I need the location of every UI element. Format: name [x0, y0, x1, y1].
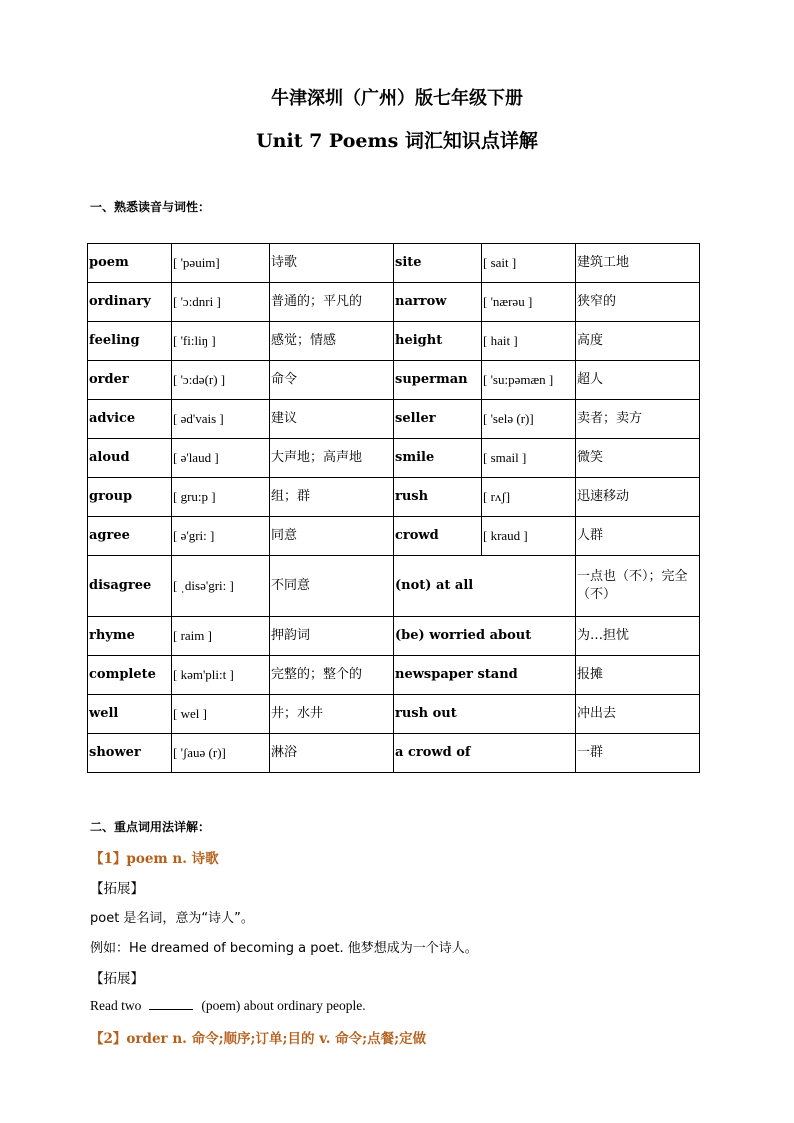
vocab-word: superman	[394, 361, 482, 400]
vocab-phonetic: [ ə'gri: ]	[172, 517, 270, 556]
example-sentence	[90, 937, 478, 956]
vocab-phonetic: [ kəm'pli:t ]	[172, 656, 270, 695]
vocab-phonetic: [ 'nærəu ]	[482, 283, 576, 322]
vocab-word: complete	[88, 656, 172, 695]
poet-explanation-text: poet 是名词，意为“诗人”。	[90, 911, 254, 926]
vocab-row	[88, 400, 700, 439]
vocab-phonetic: [ sait ]	[482, 244, 576, 283]
vocab-row	[88, 361, 700, 400]
vocab-word: agree	[88, 517, 172, 556]
vocab-word: ordinary	[88, 283, 172, 322]
vocab-phrase: (not) at all	[394, 556, 576, 617]
vocab-phonetic: [ raim ]	[172, 617, 270, 656]
exercise-after: (poem) about ordinary people.	[201, 998, 366, 1013]
vocab-meaning: 感觉；情感	[270, 322, 394, 361]
exercise-blank[interactable]	[149, 997, 193, 1010]
vocab-meaning: 不同意	[270, 556, 394, 617]
vocab-phonetic: [ 'su:pəmæn ]	[482, 361, 576, 400]
vocab-word: group	[88, 478, 172, 517]
vocab-meaning: 为…担忧	[576, 617, 700, 656]
vocab-meaning: 大声地；高声地	[270, 439, 394, 478]
vocab-meaning: 人群	[576, 517, 700, 556]
vocabulary-table	[87, 243, 700, 773]
vocab-phonetic: [ hait ]	[482, 322, 576, 361]
vocab-row	[88, 439, 700, 478]
vocab-meaning: 建筑工地	[576, 244, 700, 283]
vocab-word: disagree	[88, 556, 172, 617]
vocab-meaning: 超人	[576, 361, 700, 400]
vocab-phrase: rush out	[394, 695, 576, 734]
vocab-meaning: 押韵词	[270, 617, 394, 656]
vocab-meaning: 迅速移动	[576, 478, 700, 517]
vocab-word: rush	[394, 478, 482, 517]
vocab-word: smile	[394, 439, 482, 478]
exercise-before: Read two	[90, 998, 142, 1013]
vocab-row	[88, 734, 700, 773]
vocab-meaning: 组；群	[270, 478, 394, 517]
vocab-meaning: 同意	[270, 517, 394, 556]
vocab-row	[88, 322, 700, 361]
vocab-phonetic: [ rʌʃ]	[482, 478, 576, 517]
vocab-phonetic: [ əd'vais ]	[172, 400, 270, 439]
vocab-meaning: 淋浴	[270, 734, 394, 773]
document-title: 牛津深圳（广州）版七年级下册	[271, 88, 523, 109]
section2-heading: 二、重点词用法详解：	[90, 820, 211, 834]
vocab-word: advice	[88, 400, 172, 439]
vocab-meaning: 诗歌	[270, 244, 394, 283]
vocab-meaning: 普通的；平凡的	[270, 283, 394, 322]
vocab-meaning: 一群	[576, 734, 700, 773]
vocab-phonetic: [ 'pəuim]	[172, 244, 270, 283]
vocab-meaning: 狭窄的	[576, 283, 700, 322]
expand-label-2: 【拓展】	[90, 971, 144, 987]
vocab-meaning: 命令	[270, 361, 394, 400]
vocab-row	[88, 695, 700, 734]
vocab-meaning: 一点也（不）；完全（不）	[576, 556, 700, 617]
vocab-phonetic: [ smail ]	[482, 439, 576, 478]
vocab-phonetic: [ 'selə (r)]	[482, 400, 576, 439]
document-subtitle: Unit 7 Poems 词汇知识点详解	[256, 130, 538, 152]
item1-heading: 【1】poem n. 诗歌	[90, 851, 219, 867]
vocab-row	[88, 656, 700, 695]
vocab-phonetic: [ 'ɔ:də(r) ]	[172, 361, 270, 400]
vocab-phonetic: [ 'fi:liŋ ]	[172, 322, 270, 361]
vocab-meaning: 卖者；卖方	[576, 400, 700, 439]
vocab-word: crowd	[394, 517, 482, 556]
expand-label-1: 【拓展】	[90, 881, 144, 897]
vocab-phonetic: [ 'ɔ:dnri ]	[172, 283, 270, 322]
vocab-meaning: 报摊	[576, 656, 700, 695]
vocab-word: height	[394, 322, 482, 361]
item2-heading: 【2】order n. 命令;顺序;订单;目的 v. 命令;点餐;定做	[90, 1031, 427, 1047]
vocab-word: narrow	[394, 283, 482, 322]
vocab-row	[88, 517, 700, 556]
vocab-word: site	[394, 244, 482, 283]
vocab-word: aloud	[88, 439, 172, 478]
vocab-meaning: 高度	[576, 322, 700, 361]
vocab-row	[88, 617, 700, 656]
vocab-phonetic: [ kraud ]	[482, 517, 576, 556]
vocab-word: feeling	[88, 322, 172, 361]
vocab-word: order	[88, 361, 172, 400]
vocab-word: seller	[394, 400, 482, 439]
exercise-line	[90, 997, 366, 1014]
vocab-row	[88, 478, 700, 517]
vocab-word: shower	[88, 734, 172, 773]
vocab-row	[88, 283, 700, 322]
poet-explanation	[90, 907, 254, 926]
vocab-phrase: a crowd of	[394, 734, 576, 773]
example-sentence-text: 例如：He dreamed of becoming a poet. 他梦想成为一个诗人。	[90, 941, 478, 956]
vocab-word: rhyme	[88, 617, 172, 656]
vocab-word: poem	[88, 244, 172, 283]
vocab-row	[88, 244, 700, 283]
vocab-phrase: (be) worried about	[394, 617, 576, 656]
vocab-phonetic: [ ə'laud ]	[172, 439, 270, 478]
vocab-phonetic: [ wel ]	[172, 695, 270, 734]
vocab-phonetic: [ 'ʃauə (r)]	[172, 734, 270, 773]
vocab-row	[88, 556, 700, 617]
vocab-meaning: 建议	[270, 400, 394, 439]
vocab-word: well	[88, 695, 172, 734]
section1-heading: 一、熟悉读音与词性：	[90, 200, 211, 214]
vocab-meaning: 微笑	[576, 439, 700, 478]
vocab-phonetic: [ ˌdisə'gri: ]	[172, 556, 270, 617]
vocab-meaning: 冲出去	[576, 695, 700, 734]
vocab-meaning: 完整的；整个的	[270, 656, 394, 695]
vocab-meaning: 井；水井	[270, 695, 394, 734]
vocab-phonetic: [ gru:p ]	[172, 478, 270, 517]
vocab-phrase: newspaper stand	[394, 656, 576, 695]
